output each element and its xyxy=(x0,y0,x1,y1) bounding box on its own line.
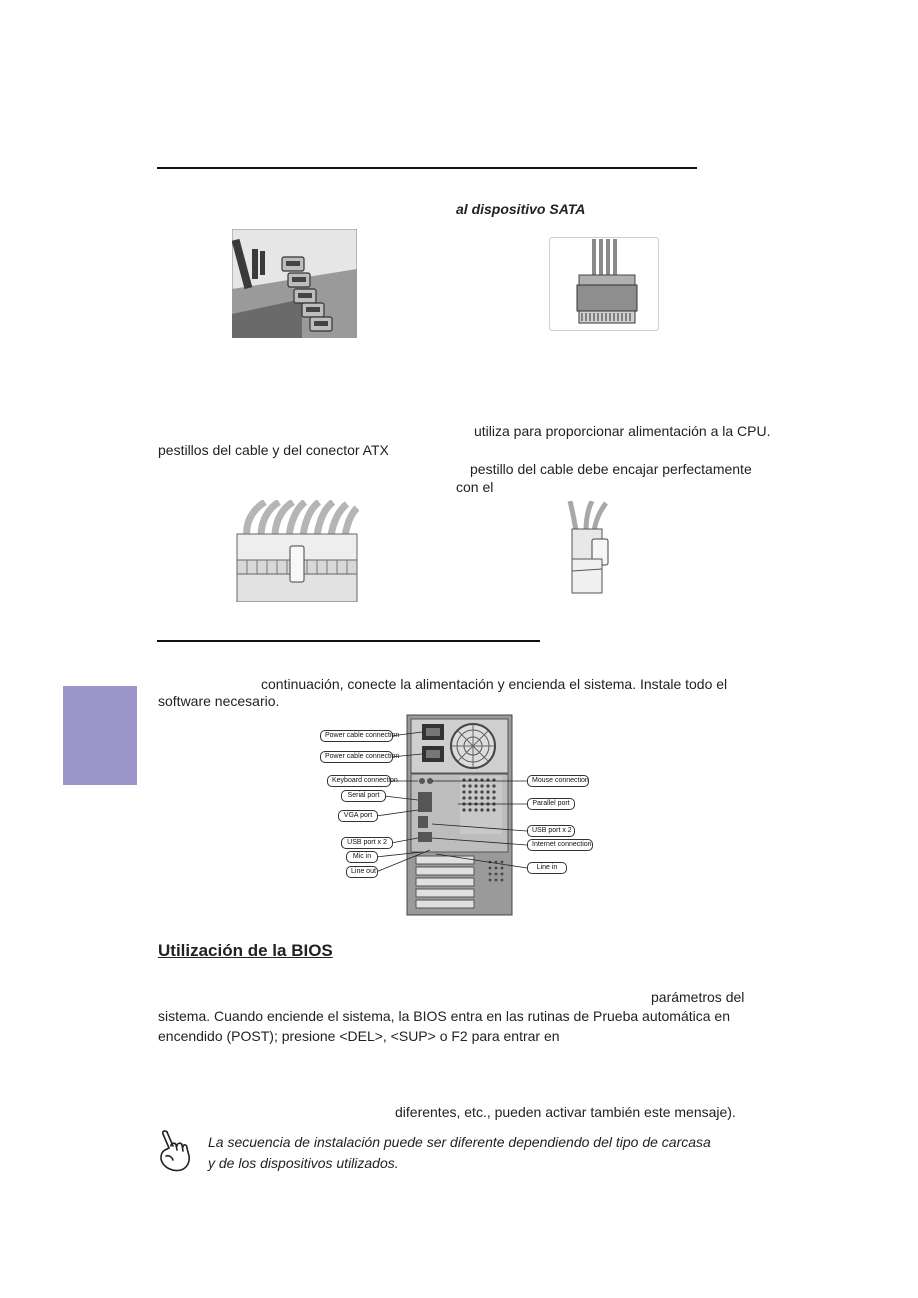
label-line-in: Line in xyxy=(527,862,567,874)
rear-panel-diagram xyxy=(318,714,593,916)
bios-text-line1: parámetros del xyxy=(651,989,745,1005)
label-power-cable-connection-2: Power cable connection xyxy=(320,751,393,763)
note-line2: y de los dispositivos utilizados. xyxy=(208,1155,399,1171)
latch-fit-text-line1: pestillo del cable debe encajar perfectamente xyxy=(470,461,752,477)
bios-text-line3: encendido (POST); presione <DEL>, <SUP> o F2 para entrar en xyxy=(158,1028,560,1044)
label-internet-connection: Internet connection xyxy=(527,839,593,851)
label-mouse-connection: Mouse connection xyxy=(527,775,589,787)
label-mic-in: Mic in xyxy=(346,851,378,863)
bios-text-line2: sistema. Cuando enciende el sistema, la BIOS entra en las rutinas de Prueba automática en xyxy=(158,1008,730,1024)
atx-connector-photo xyxy=(235,500,359,602)
sata-cable-photo xyxy=(549,237,659,331)
atx-latch-text: pestillos del cable y del conector ATX xyxy=(158,442,389,458)
latch-fit-text-line2: con el xyxy=(456,479,494,495)
label-vga-port: VGA port xyxy=(338,810,378,822)
label-line-out: Line out xyxy=(346,866,378,878)
section-rule-top xyxy=(157,167,697,169)
pointing-hand-icon xyxy=(157,1128,193,1174)
sata-connectors-photo xyxy=(232,229,357,338)
chapter-tab xyxy=(63,686,137,785)
cpu-power-connector-photo xyxy=(562,501,617,594)
label-usb-port-right: USB port x 2 xyxy=(527,825,575,837)
section-rule-middle xyxy=(157,640,540,642)
label-keyboard-connection: Keyboard connection xyxy=(327,775,391,787)
power-on-text-line2: software necesario. xyxy=(158,693,280,709)
bios-text-line4: diferentes, etc., pueden activar también este mensaje). xyxy=(395,1104,736,1120)
note-line1: La secuencia de instalación puede ser diferente dependiendo del tipo de carcasa xyxy=(208,1134,711,1150)
bios-heading: Utilización de la BIOS xyxy=(158,941,333,960)
label-serial-port: Serial port xyxy=(341,790,386,802)
cpu-power-text: utiliza para proporcionar alimentación a la CPU. xyxy=(474,423,771,439)
power-on-text-line1: continuación, conecte la alimentación y encienda el sistema. Instale todo el xyxy=(261,676,728,692)
sata-caption: al dispositivo SATA xyxy=(456,201,586,217)
label-power-cable-connection-1: Power cable connection xyxy=(320,730,393,742)
label-parallel-port: Parallel port xyxy=(527,798,575,810)
label-usb-port-left: USB port x 2 xyxy=(341,837,393,849)
